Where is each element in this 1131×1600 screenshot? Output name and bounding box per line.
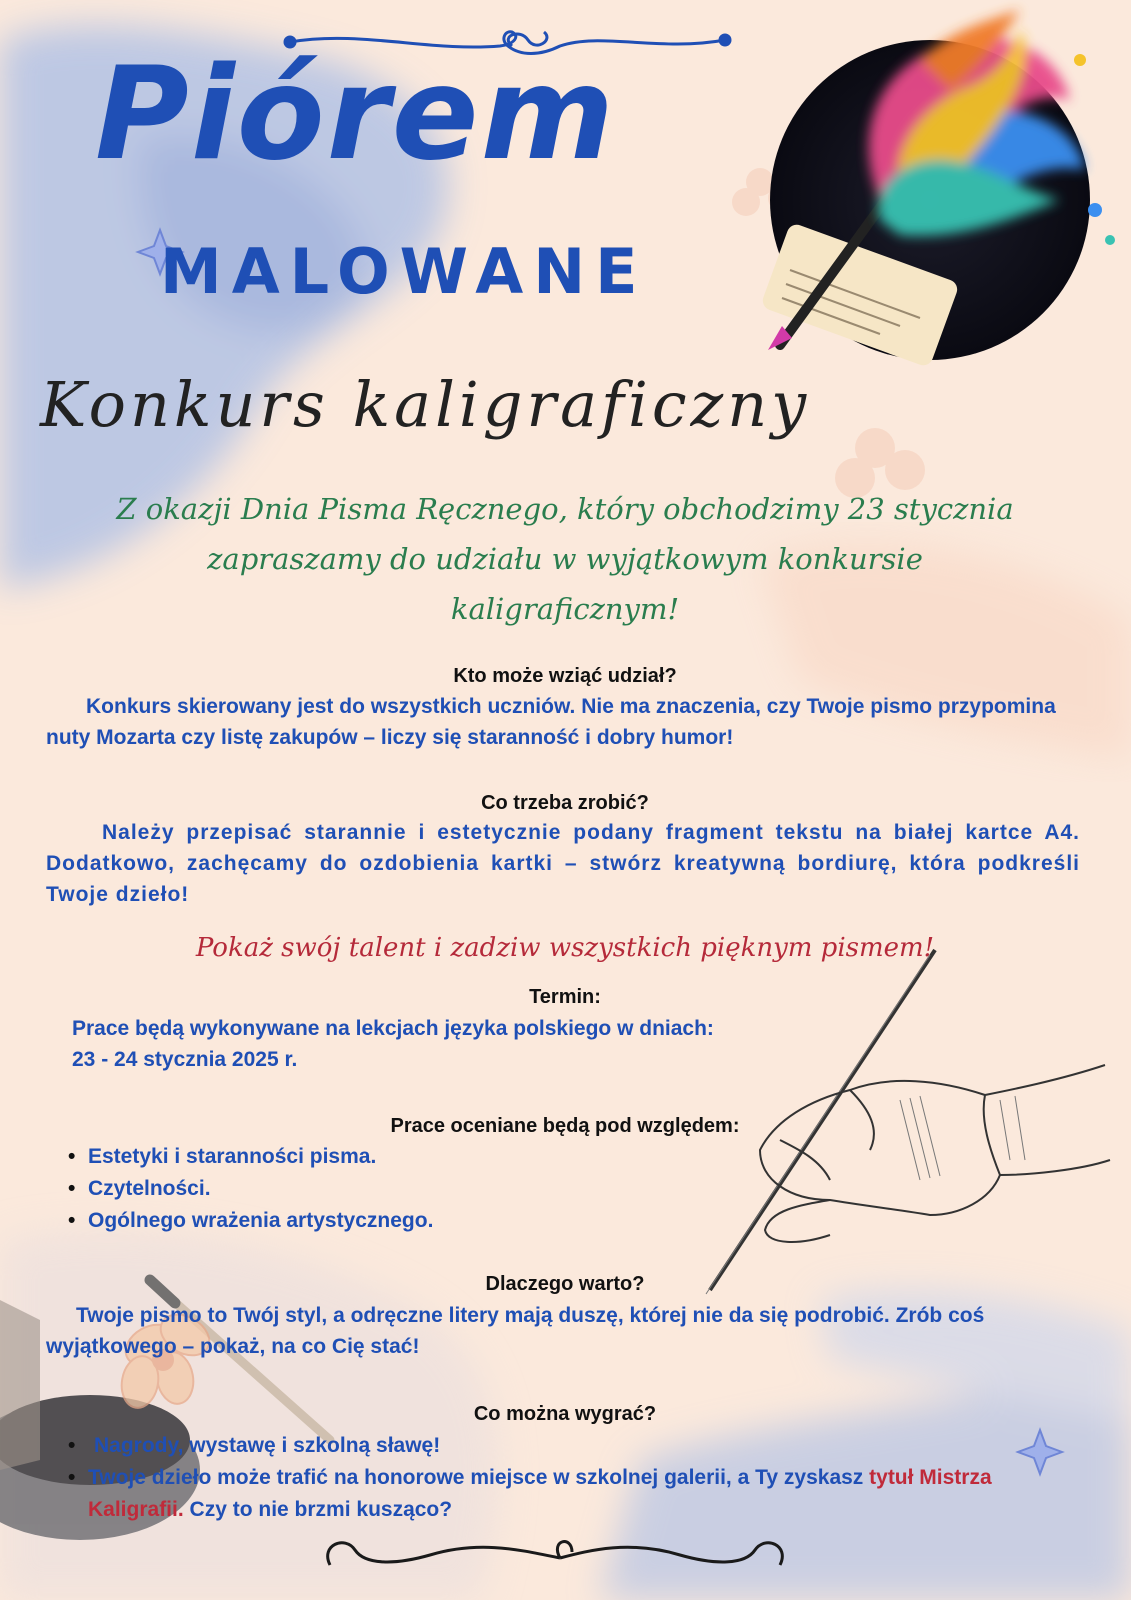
- heading-prizes: Co można wygrać?: [473, 1403, 657, 1425]
- heading-who: Kto może wziąć udział?: [453, 665, 677, 687]
- list-item: • Estetyki i staranności pisma.: [68, 1141, 768, 1173]
- deadline-dates: 23 - 24 stycznia 2025 r.: [72, 1048, 298, 1071]
- text-who: Konkurs skierowany jest do wszystkich uczniów. Nie ma znaczenia, czy Twoje pismo przypomina nuty Mozarta czy listę zakupów – liczy się staranność i dobry humor!: [46, 695, 1056, 749]
- page-title: Piórem: [95, 40, 616, 189]
- contest-title: Konkurs kaligraficzny: [40, 368, 811, 441]
- heading-why: Dlaczego warto?: [485, 1273, 645, 1295]
- prizes-list: [68, 1430, 1058, 1526]
- intro-text: Z okazji Dnia Pisma Ręcznego, który obchodzimy 23 stycznia zapraszamy do udziału w wyjątkowym konkursie kaligraficznym!: [116, 492, 1014, 626]
- list-item: • Ogólnego wrażenia artystycznego.: [68, 1205, 768, 1237]
- text-what: Należy przepisać starannie i estetycznie podany fragment tekstu na białej kartce A4. Dodatkowo, zachęcamy do ozdobienia kartki – stwórz kreatywną bordiurę, która podkreśli Twoje dzieło!: [46, 821, 1080, 906]
- text-why: Twoje pismo to Twój styl, a odręczne litery mają duszę, której nie da się podrobić. Zrób coś wyjątkowego – pokaż, na co Cię stać!: [46, 1304, 985, 1358]
- heading-what: Co trzeba zrobić?: [481, 792, 649, 814]
- prize-text-part: Twoje dzieło może trafić na honorowe miejsce w szkolnej galerii, a Ty zyskasz: [88, 1466, 870, 1489]
- prize-text-end: Czy to nie brzmi kusząco?: [183, 1498, 453, 1521]
- heading-deadline: Termin:: [529, 986, 601, 1008]
- slogan-text: Pokaż swój talent i zadziw wszystkich pięknym pismem!: [195, 933, 935, 963]
- list-item: • Czytelności.: [68, 1173, 768, 1205]
- heading-criteria: Prace oceniane będą pod względem:: [390, 1115, 740, 1137]
- criteria-list: [68, 1141, 768, 1237]
- list-item: • Nagrody, wystawę i szkolną sławę!: [68, 1430, 1058, 1462]
- page-subtitle: MALOWANE: [160, 235, 648, 308]
- deadline-line-1: Prace będą wykonywane na lekcjach języka polskiego w dniach:: [72, 1017, 714, 1040]
- prize-title-highlight: tytuł Mistrza Kaligrafii.: [88, 1466, 992, 1521]
- list-item: [68, 1462, 1058, 1526]
